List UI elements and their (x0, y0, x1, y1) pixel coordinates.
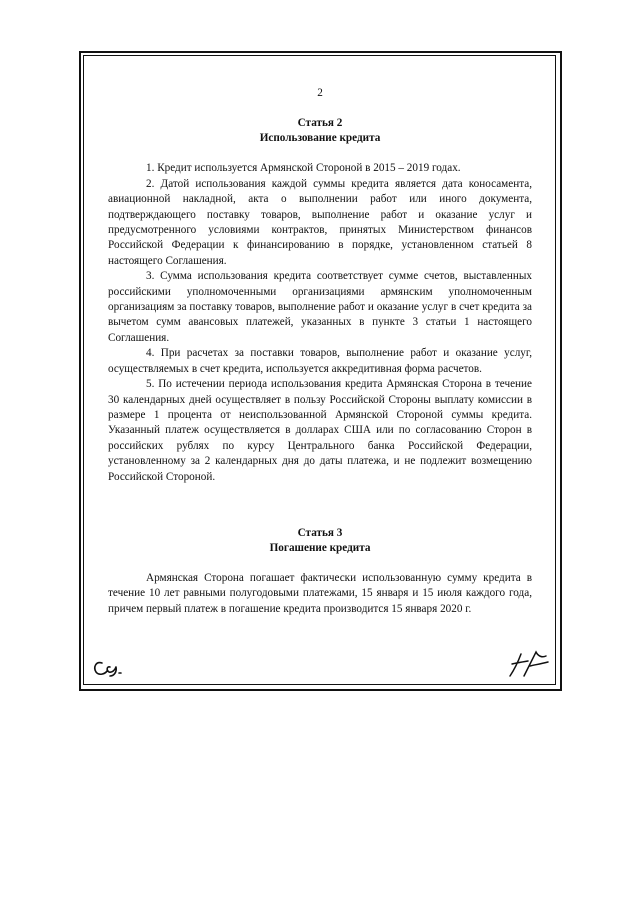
initials-right-signature (502, 646, 552, 680)
document-body (108, 86, 532, 617)
article-2-heading (108, 116, 532, 146)
article-2-subtitle: Использование кредита (259, 132, 381, 145)
article-2-paragraph-4: 4. При расчетах за поставки товаров, выполнение работ и оказание услуг, осуществляемых в счет кредита, используется аккредитивная форма расчетов. (108, 347, 532, 375)
article-3-subtitle: Погашение кредита (269, 541, 371, 554)
article-3-title: Статья 3 (297, 526, 343, 539)
article-2-paragraph-1: 1. Кредит используется Армянской Стороной в 2015 – 2019 годах. (146, 162, 461, 175)
article-2-title: Статья 2 (297, 117, 343, 130)
article-3-heading (108, 526, 532, 556)
page-number: 2 (317, 87, 323, 99)
initials-left-signature (90, 655, 130, 679)
article-3-paragraph-1: Армянская Сторона погашает фактически использованную сумму кредита в течение 10 лет равными полугодовыми платежами, 15 января и 15 июля каждого года, причем первый платеж в погашение кредита производится 15 января 2020 г. (108, 571, 532, 615)
article-2-paragraph-2: 2. Датой использования каждой суммы кредита является дата коносамента, авиационной накладной, акта о выполнении работ или иного документа, подтверждающего поставку товаров, выполнение работ и оказание услуг и предусмотренного условиями контрактов, принятых Министерством финансов Российской Федерации к финансированию в порядке, установленном статьей 8 настоящего Соглашения. (108, 177, 532, 267)
article-2-paragraph-3: 3. Сумма использования кредита соответствует сумме счетов, выставленных российскими уполномоченными организациями армянским уполномоченным организациям за поставку товаров, выполнение работ и оказание услуг в счет кредита за вычетом сумм авансовых платежей, указанных в пункте 3 статьи 1 настоящего Соглашения. (108, 270, 532, 344)
article-2-paragraph-5: 5. По истечении периода использования кредита Армянская Сторона в течение 30 календарных дней осуществляет в пользу Российской Стороны выплату комиссии в размере 1 процента от неиспользованной Армянской Стороной суммы кредита. Указанный платеж осуществляется в долларах США или по согласованию Сторон в российских рублях по курсу Центрального банка Российской Федерации, установленному за 2 календарных дня до даты платежа, и не подлежит возмещению Российской Стороной. (108, 378, 532, 483)
section-spacer (108, 485, 532, 526)
